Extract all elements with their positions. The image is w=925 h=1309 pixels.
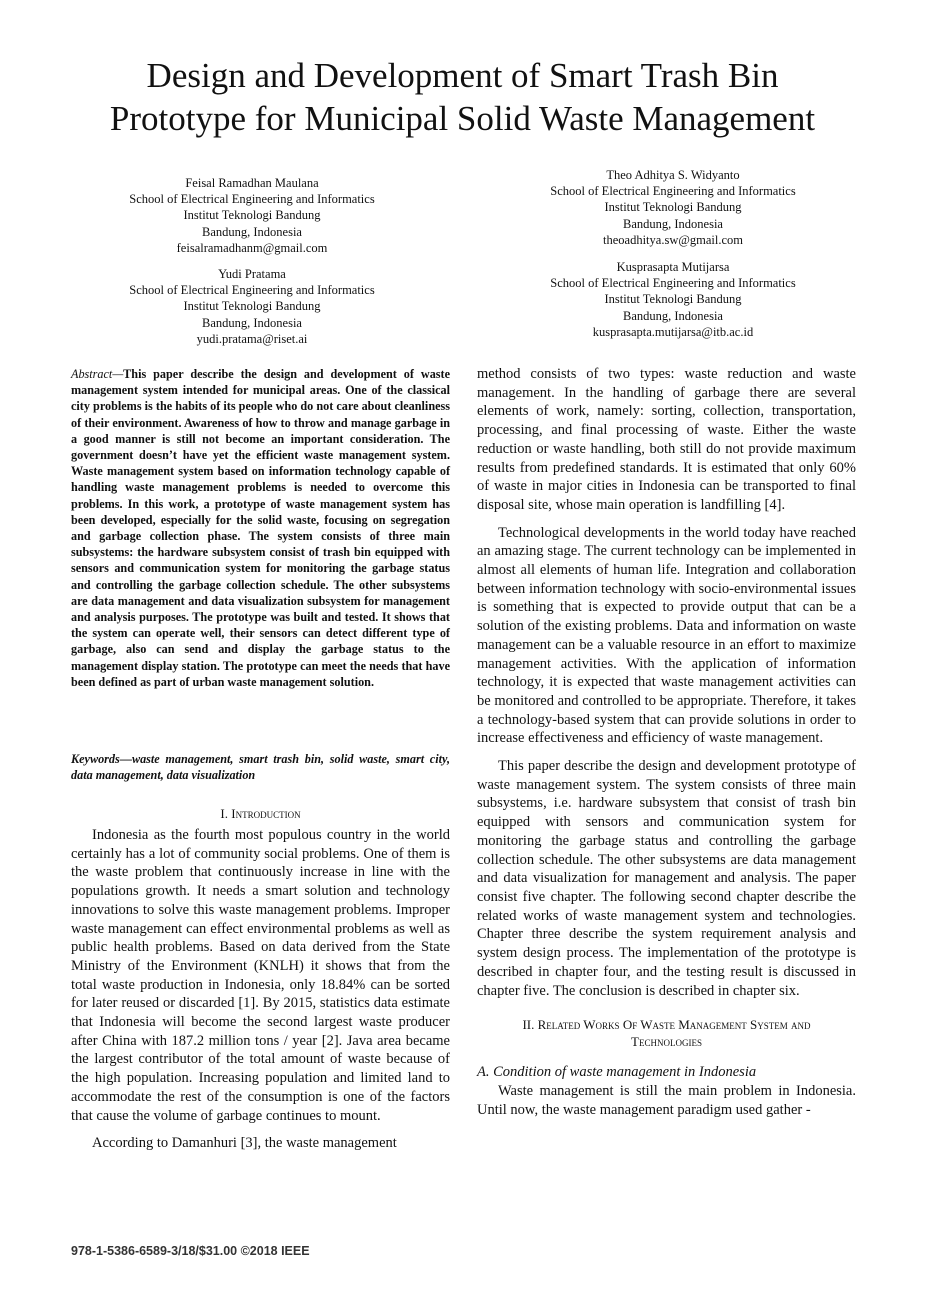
author-email[interactable]: feisalramadhanm@gmail.com bbox=[176, 240, 328, 255]
author-email[interactable]: yudi.pratama@riset.ai bbox=[196, 331, 308, 346]
author-name: Feisal Ramadhan Maulana bbox=[185, 176, 319, 190]
keywords-label: Keywords bbox=[71, 752, 120, 766]
section-heading-line-2: Technologies bbox=[631, 1034, 702, 1050]
author-name: Kusprasapta Mutijarsa bbox=[616, 260, 730, 274]
keywords bbox=[71, 751, 450, 783]
subsection-heading-a: A. Condition of waste management in Indonesia bbox=[477, 1064, 757, 1081]
author-block-1 bbox=[62, 175, 442, 256]
author-location: Bandung, Indonesia bbox=[202, 315, 302, 330]
author-block-2 bbox=[483, 167, 863, 248]
right-body bbox=[477, 365, 856, 1128]
author-location: Bandung, Indonesia bbox=[623, 216, 723, 231]
author-inst: Institut Teknologi Bandung bbox=[183, 299, 321, 314]
abstract-dash: — bbox=[112, 367, 124, 381]
section-heading-line-1: II. Related Works Of Waste Management System and bbox=[522, 1017, 811, 1033]
author-inst: Institut Teknologi Bandung bbox=[604, 292, 742, 307]
left-body bbox=[71, 805, 450, 1162]
section-heading-introduction: I. Introduction bbox=[220, 806, 301, 821]
author-inst: Institut Teknologi Bandung bbox=[183, 208, 321, 223]
author-dept: School of Electrical Engineering and Informatics bbox=[550, 276, 796, 291]
abstract bbox=[71, 366, 450, 690]
section-heading-related-works bbox=[477, 1016, 856, 1050]
body-paragraph-overview: This paper describe the design and development prototype of waste management system. The system consists of three main subsystems, i.e. hardware subsystem that consist of trash bin equipped with sensors and communication system for monitoring the garbage status and controlling the garbage collection schedule. The other subsystems are data management and data visualization for management and analysis. The paper consist five chapter. The following second chapter describe the related works of waste management system and technologies. Chapter three describe the system requirement analysis and system design process. The implementation of the prototype is described in chapter four, and the testing result is discussed in chapter five. The conclusion is described in chapter six. bbox=[477, 758, 856, 999]
author-dept: School of Electrical Engineering and Informatics bbox=[129, 283, 375, 298]
author-block-4 bbox=[483, 259, 863, 340]
paper-title bbox=[40, 54, 885, 140]
author-location: Bandung, Indonesia bbox=[202, 224, 302, 239]
author-name: Theo Adhitya S. Widyanto bbox=[606, 168, 740, 182]
abstract-text: This paper describe the design and development of waste management system intended for municipal areas. One of the classical city problems is the habits of its people who do not care about cleanliness of their environment. Awareness of how to throw and manage garbage in a good manner is still not become an important consideration. The government doesn’t have yet the efficient waste management system. Waste management system based on information technology capable of handling waste management problems is needed to overcome this problems. In this work, a prototype of waste management system has been developed, especially for the solid waste, focusing on segregation and garbage collection phase. The system consists of three main subsystems: the hardware subsystem consist of trash bin equipped with sensors and communication system for monitoring the garbage status and controlling the garbage collection schedule. The other subsystems are data management and data visualization subsystem for management and analysis purposes. The prototype was built and tested. It shows that the system can operate well, their sensors can detect different type of garbage, also can send and display the garbage status to the management display station. The prototype can meet the needs that have been defined as part of urban waste management solution. bbox=[71, 367, 450, 689]
author-inst: Institut Teknologi Bandung bbox=[604, 200, 742, 215]
author-block-3 bbox=[62, 266, 442, 347]
author-dept: School of Electrical Engineering and Informatics bbox=[129, 192, 375, 207]
title-line-2: Prototype for Municipal Solid Waste Management bbox=[109, 99, 816, 138]
body-paragraph-technology: Technological developments in the world today have reached an amazing stage. The current technology can be implemented in almost all elements of human life. Integration and collaboration between information technology with socio-environmental issues is something that is expected to provide output that can be a solution of the existing problems. Data and information on waste management can be a valuable resource in an effort to maximize management activities. With the application of information technology, it is expected that waste management activities can be monitored and controlled to be appropriate. Therefore, it takes a technology-based system that can provide solutions in order to increase effectiveness and efficiency of waste management. bbox=[477, 524, 856, 747]
author-name: Yudi Pratama bbox=[218, 267, 286, 281]
subsection-a-paragraph: Waste management is still the main problem in Indonesia. Until now, the waste management paradigm used gather - bbox=[477, 1082, 856, 1118]
keywords-dash: — bbox=[119, 752, 132, 766]
author-email[interactable]: kusprasapta.mutijarsa@itb.ac.id bbox=[592, 324, 754, 339]
copyright-footer: 978-1-5386-6589-3/18/$31.00 ©2018 IEEE bbox=[71, 1244, 310, 1258]
intro-paragraph-1: Indonesia as the fourth most populous country in the world certainly has a lot of community social problems. One of them is the waste problem that continuously increase in line with the populations growth. It needs a smart solution and technology innovations to solve this waste management problems. Improper waste management can effect environmental problems as well as public health problems. Based on data derived from the State Ministry of the Environment (KNLH) it shows that from the total waste production in Indonesia, only 18.84% can be sorted for later reused or discarded [1]. By 2015, statistics data estimate that Indonesia will become the second largest waste producer after China with 187.2 million tons / year [2]. Java area became the largest contributor of the total amount of waste because of the high population. Increasing population and limited land to accommodate the rest of the consumption is one of the factors that cause the volume of garbage continues to mount. bbox=[71, 827, 450, 1124]
author-dept: School of Electrical Engineering and Informatics bbox=[550, 184, 796, 199]
continuation-paragraph: method consists of two types: waste reduction and waste management. In the handling of garbage there are several elements of work, namely: sorting, collection, transportation, processing, and final processing of waste. Either the waste reduction or waste handling, both still do not provide maximum results from predefined standards. It is estimated that only 60% of waste in major cities in Indonesia can be transported to final disposal site, whose main operation is landfilling [4]. bbox=[477, 366, 856, 513]
title-line-1: Design and Development of Smart Trash Bin bbox=[146, 56, 779, 95]
keywords-text: waste management, smart trash bin, solid waste, smart city, data management, data visualization bbox=[71, 752, 450, 783]
intro-paragraph-2: According to Damanhuri [3], the waste management bbox=[92, 1135, 397, 1152]
author-email[interactable]: theoadhitya.sw@gmail.com bbox=[603, 232, 743, 247]
author-location: Bandung, Indonesia bbox=[623, 308, 723, 323]
abstract-label: Abstract bbox=[71, 367, 113, 381]
